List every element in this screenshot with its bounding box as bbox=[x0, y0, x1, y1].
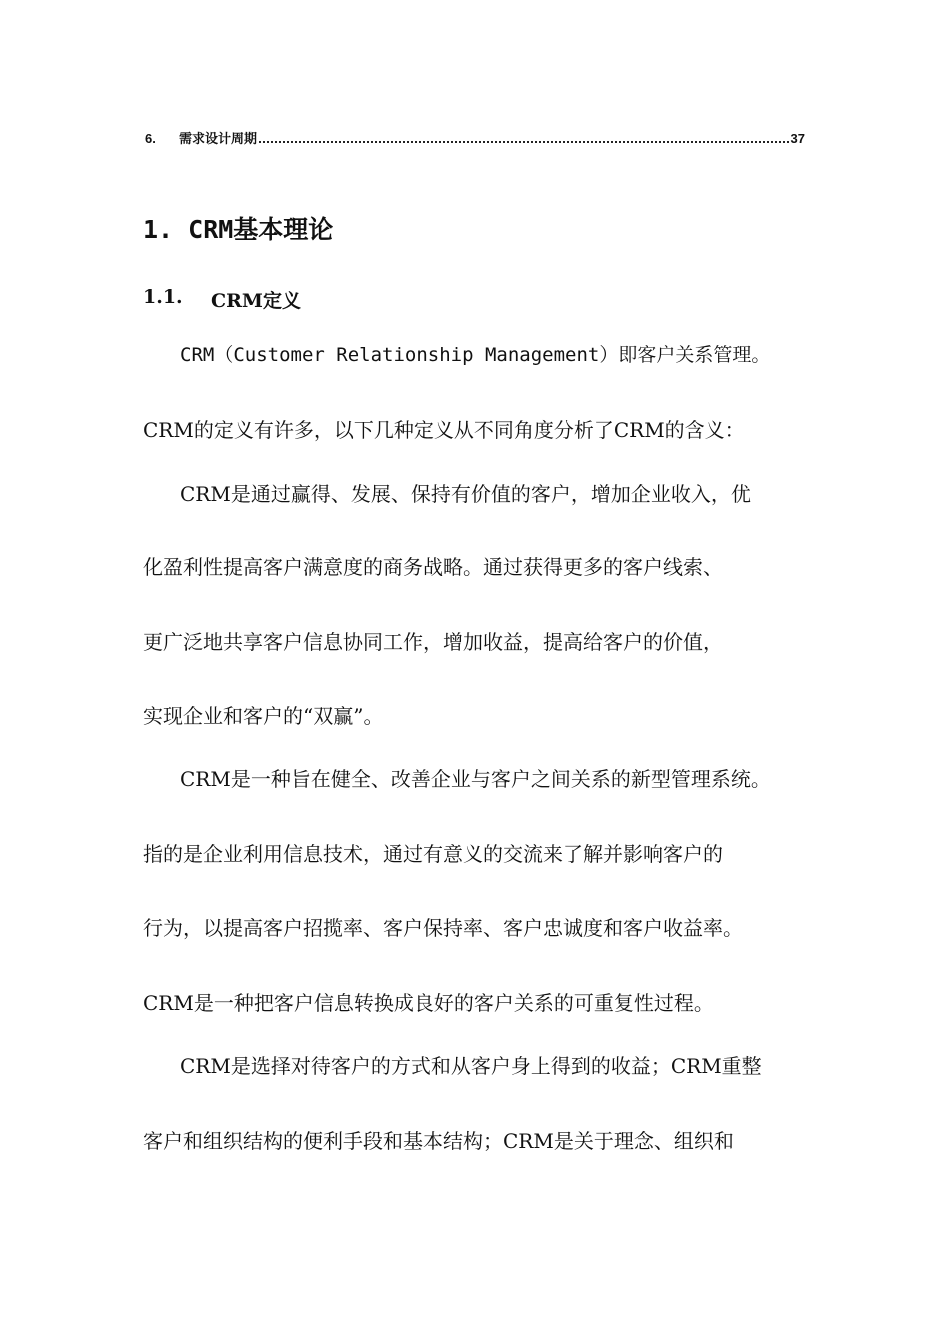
heading-2-number: 1.1. bbox=[143, 286, 183, 308]
toc-dot-leader bbox=[259, 141, 789, 143]
paragraph-line: 更广泛地共享客户信息协同工作，增加收益，提高给客户的价值， bbox=[143, 630, 723, 654]
heading-2 bbox=[143, 286, 301, 313]
paragraph-line: CRM的定义有许多，以下几种定义从不同角度分析了CRM的含义： bbox=[143, 418, 745, 442]
paragraph-line: CRM（Customer Relationship Management）即客户关系管理。 bbox=[180, 344, 771, 366]
paragraph-line: 客户和组织结构的便利手段和基本结构；CRM是关于理念、组织和 bbox=[143, 1129, 734, 1153]
toc-title: 需求设计周期 bbox=[179, 131, 258, 146]
heading-2-title: CRM定义 bbox=[211, 290, 301, 312]
paragraph-line: 化盈利性提高客户满意度的商务战略。通过获得更多的客户线索、 bbox=[143, 555, 723, 579]
paragraph-line: CRM是一种旨在健全、改善企业与客户之间关系的新型管理系统。 bbox=[180, 767, 771, 791]
paragraph-line: CRM是通过赢得、发展、保持有价值的客户，增加企业收入，优 bbox=[180, 482, 751, 506]
paragraph-line: CRM是选择对待客户的方式和从客户身上得到的收益；CRM重整 bbox=[180, 1054, 762, 1078]
toc-number: 6. bbox=[145, 131, 156, 146]
toc-entry[interactable] bbox=[145, 128, 805, 147]
paragraph-line: 行为，以提高客户招揽率、客户保持率、客户忠诚度和客户收益率。 bbox=[143, 916, 743, 940]
heading-1: 1. CRM基本理论 bbox=[143, 215, 334, 244]
paragraph-line: 指的是企业利用信息技术，通过有意义的交流来了解并影响客户的 bbox=[143, 842, 723, 866]
paragraph-line: CRM是一种把客户信息转换成良好的客户关系的可重复性过程。 bbox=[143, 991, 714, 1015]
paragraph-line: 实现企业和客户的“双赢”。 bbox=[143, 704, 384, 728]
toc-page-number: 37 bbox=[790, 131, 805, 146]
